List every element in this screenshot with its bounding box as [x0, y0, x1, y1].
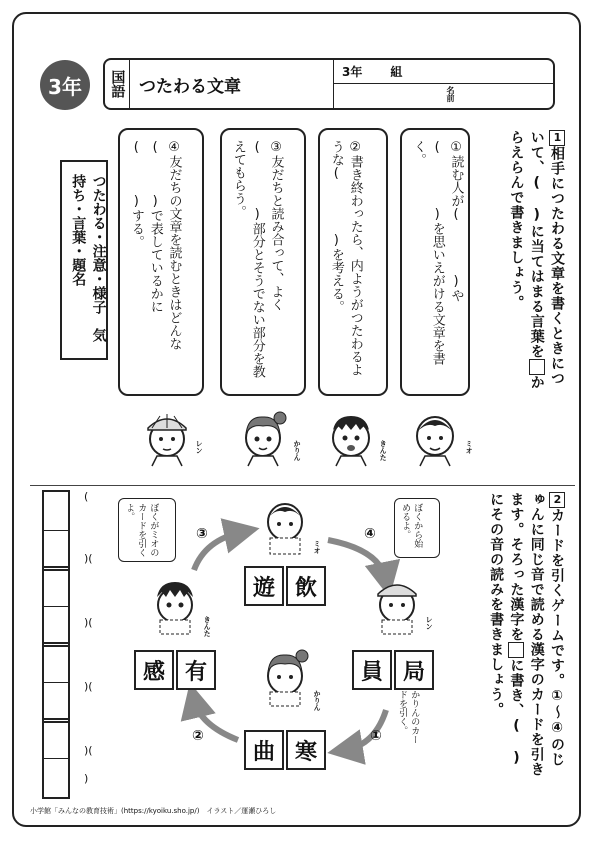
- card-top-2[interactable]: 飲: [286, 566, 326, 606]
- answer-cell[interactable]: [44, 607, 68, 645]
- blank-square: [529, 359, 545, 375]
- answer-box-1[interactable]: [42, 490, 70, 571]
- kid-kinta-icon: [324, 408, 378, 468]
- question-2-instruction: [486, 492, 567, 777]
- subject-label: 国語: [105, 60, 130, 108]
- blank-square: [508, 642, 524, 658]
- card-bottom-2[interactable]: 寒: [286, 730, 326, 770]
- kid-name-ren: レン: [195, 440, 204, 454]
- step-number-1: ①: [370, 728, 382, 744]
- card-bottom-1[interactable]: 曲: [244, 730, 284, 770]
- card-mio-icon: [258, 496, 312, 556]
- card-kinta-icon: [148, 576, 202, 636]
- name-label: 名前: [446, 86, 455, 102]
- kumi-label: 組: [390, 65, 403, 79]
- speech-kinta-text: ぼくがミオのカードを引くよ。: [124, 503, 159, 557]
- card-karin-icon: [258, 648, 312, 708]
- page-title: つたわる文章: [129, 60, 334, 108]
- answer-cell[interactable]: [44, 720, 68, 759]
- reading-paren-4: )(: [84, 680, 93, 693]
- word-choice-box: [60, 160, 108, 360]
- bubble-1-text: ①読む人が( )や( )を思いえがける文章を書く。: [410, 140, 464, 365]
- question-1-instruction: [506, 130, 567, 390]
- reading-paren-5: )(: [84, 744, 93, 757]
- card-name-karin: かりん: [313, 690, 322, 711]
- question-1-number: 1: [551, 131, 564, 145]
- card-name-kinta: きんた: [203, 616, 212, 637]
- step-number-2: ②: [192, 728, 204, 744]
- question-1-text-b: からえらんで書きましょう。: [508, 130, 545, 390]
- speech-bubble-1: [400, 128, 470, 396]
- answer-cell[interactable]: [44, 759, 68, 797]
- answer-cell[interactable]: [44, 644, 68, 683]
- answer-box-2[interactable]: [42, 566, 70, 647]
- class-field[interactable]: [334, 60, 553, 84]
- card-right-1[interactable]: 員: [352, 650, 392, 690]
- card-ren-icon: [370, 576, 424, 636]
- card-name-mio: ミオ: [313, 540, 322, 554]
- step-number-4: ④: [364, 526, 376, 542]
- step-number-3: ③: [196, 526, 208, 542]
- question-1-text-a: 相手につたわる文章を書くときについて、( )に当てはまる言葉を: [528, 130, 565, 386]
- bubble-2-text: ②書き終わったら、内ようがつたわるような( )を考える。: [328, 140, 363, 376]
- bubble-4-text: ④友だちの文章を読むときはどんな( )で表しているかに( )する。: [128, 140, 182, 350]
- speech-ren-text: ぼくから始めるよ。: [400, 503, 423, 548]
- answer-cell[interactable]: [44, 492, 68, 531]
- word-choices: つたわる・注意・様子 気持ち・言葉・題名: [70, 174, 107, 342]
- speech-ren: [394, 498, 440, 558]
- kid-ren-icon: [140, 408, 194, 468]
- answer-box-4[interactable]: [42, 718, 70, 799]
- kid-name-mio: ミオ: [465, 440, 474, 454]
- note-karin-text: かりんのカードを引く。: [397, 690, 420, 744]
- reading-paren-2: )(: [84, 552, 93, 565]
- answer-cell[interactable]: [44, 531, 68, 569]
- card-right-2[interactable]: 局: [394, 650, 434, 690]
- speech-bubble-3: [220, 128, 306, 396]
- footer-credit: 小学館「みんなの教育技術」(https://kyoiku.sho.jp/) イラスト／運瀬ひろし: [30, 807, 277, 815]
- card-top-1[interactable]: 遊: [244, 566, 284, 606]
- kid-mio-icon: [408, 408, 462, 468]
- answer-box-3[interactable]: [42, 642, 70, 723]
- answer-cell[interactable]: [44, 683, 68, 721]
- card-name-ren: レン: [425, 616, 434, 630]
- reading-paren-1: (: [84, 490, 89, 503]
- class-grade-label: 3年: [342, 65, 363, 79]
- kid-name-kinta: きんた: [379, 440, 388, 461]
- reading-paren-6: ): [84, 772, 89, 785]
- question-2-text-a: カードを引くゲームです。①〜④のじゅんに同じ音で読める漢字のカードを引きます。そろった漢字を: [508, 492, 565, 777]
- bubble-3-text: ③友だちと読み合って、よく( )部分とそうでない部分を教えてもらう。: [230, 140, 284, 378]
- speech-bubble-4: [118, 128, 204, 396]
- answer-cell[interactable]: [44, 568, 68, 607]
- speech-kinta: [118, 498, 176, 562]
- kid-karin-icon: [236, 408, 290, 468]
- reading-paren-3: )(: [84, 616, 93, 629]
- card-left-2[interactable]: 有: [176, 650, 216, 690]
- question-2-number: 2: [551, 493, 564, 507]
- kid-name-karin: かりん: [293, 440, 302, 461]
- card-left-1[interactable]: 感: [134, 650, 174, 690]
- note-karin: [396, 690, 440, 754]
- name-field[interactable]: [334, 84, 553, 108]
- question-2-text-b: に書き、( )にその音の読みを書きましょう。: [488, 492, 525, 767]
- grade-badge: 3年: [40, 60, 90, 110]
- header-box: [103, 58, 555, 110]
- speech-bubble-2: [318, 128, 388, 396]
- section-divider: [30, 485, 575, 486]
